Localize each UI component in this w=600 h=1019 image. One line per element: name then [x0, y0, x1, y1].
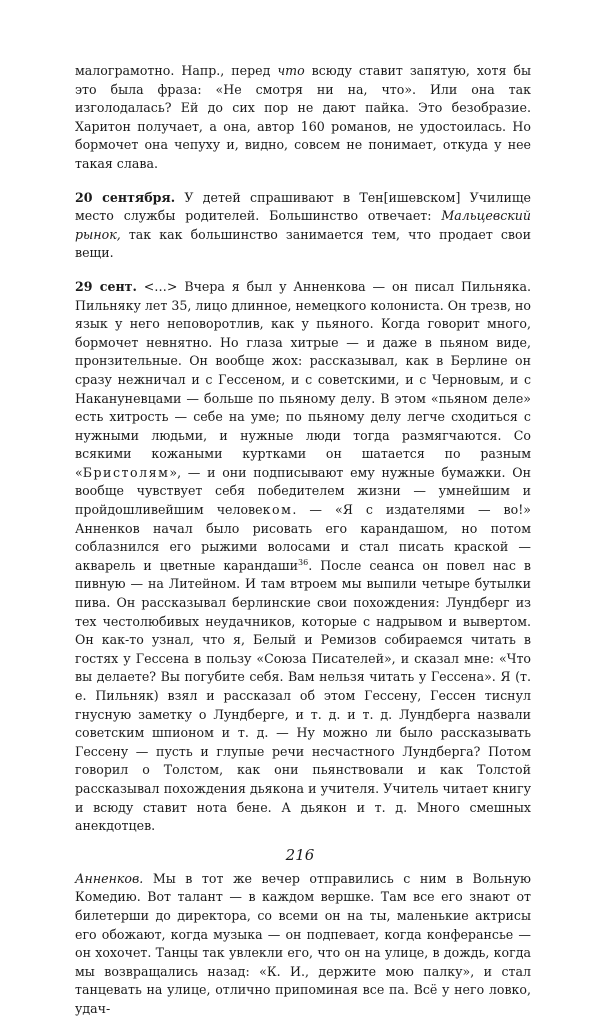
- page-number: 216: [285, 846, 315, 864]
- entry-29-september: 29 сент. <…> Вчера я был у Анненкова — он писал Пильняка. Пильняку лет 35, лицо длинное, немецкого колониста. Он трезв, но язык у него неповоротлив, как у пьяного. Когда говорит много, бормочет невнятно. Но глаза хитрые — и даже в пьяном виде, пронзительные. Он вообще жох: рассказывал, как в Берлине он сразу нежничал и с Гессеном, и с советскими, и с Черновым, и с Накануневцами — больше по пьяному делу. В этом «пьяном деле» есть хитрость — себе на уме; по пьяному делу легче сходиться с нужными людьми, и нужные люди тогда размягчаются. Со всякими кожаными куртками он шатается по разным «Бристолям», — и они подписывают ему нужные бумажки. Он вообще чувствует себя победителем жизни — умнейшим и пройдошливейшим человеком. — «Я с издателями — во!» Анненков начал было рисовать его карандашом, но потом соблазнился его рыжими волосами и стал писать краской — акварель и цветные карандаши$^{36}$. После сеанса он повел нас в пивную — на Литейном. И там втроем мы выпили четыре бутылки пива. Он рассказывал берлинские свои похождения: Лундберг из тех честолюбивых неудачников, которые с надрывом и вывертом. Он как-то узнал, что я, Белый и Ремизов собираемся читать в гостях у Гессена в пользу «Союза Писателей», и сказал мне: «Что вы делаете? Вы погубите себя. Вам нельзя читать у Гессена». Я (т. е. Пильняк) взял и рассказал об этом Гессену, Гессен тиснул гнусную заметку о Лундберге, и т. д. и т. д. Лундберга назвали советским шпионом и т. д. — Ну можно ли было рассказывать Гессену — пусть и глупые речи несчастного Лундберга? Потом говорил о Толстом, как они пьянствовали и как Толстой рассказывал похождения дьякона и учителя. Учитель читает книгу и всюду ставит нота бене. А дьякон и т. д. Много смешных анекдотцев.: [75, 278, 531, 834]
- section-heading: Анненков.: [75, 870, 144, 886]
- entry-date: 29 сент.: [75, 278, 137, 294]
- page-text: [75, 62, 531, 1019]
- spaced-word: Бристолям: [82, 464, 170, 480]
- italic-word: что: [277, 63, 305, 78]
- italic-phrase: Мальцевский рынок,: [75, 208, 531, 242]
- entry-date: 20 сентября.: [75, 189, 176, 205]
- footnote-marker: 36: [298, 557, 309, 567]
- spaced-word: ком: [262, 502, 293, 518]
- entry-20-september: 20 сентября. У детей спрашивают в Тен[ишевском] Училище место службы родителей. Большинство отвечает: Мальцевский рынок, так как большинство занимается тем, что продает свои вещи.: [75, 189, 532, 261]
- paragraph-continuation: малограмотно. Напр., перед что всюду ставит запятую, хотя бы это была фраза: «Не смотря ни на, что». Или она так изголодалась? Ей до сих пор не дают пайка. Это безобразие. Харитон получает, а она, автор 160 романов, не удостоилась. Но бормочет она чепуху и, видно, совсем не понимает, откуда у нее такая слава.: [75, 63, 531, 171]
- section-annenkov: Анненков. Мы в тот же вечер отправились с ним в Вольную Комедию. Вот талант — в каждом вершке. Там все его знают от билетерши до директора, со всеми он на ты, маленькие актрисы его обожают, когда музыка — он подпевает, когда конферансье — он хохочет. Танцы так увлекли его, что он на улице, в дождь, когда мы возвращались назад: «К. И., держите мою палку», и стал танцевать на улице, отлично припоминая все па. Всё у него ловко, удач-: [75, 870, 531, 1016]
